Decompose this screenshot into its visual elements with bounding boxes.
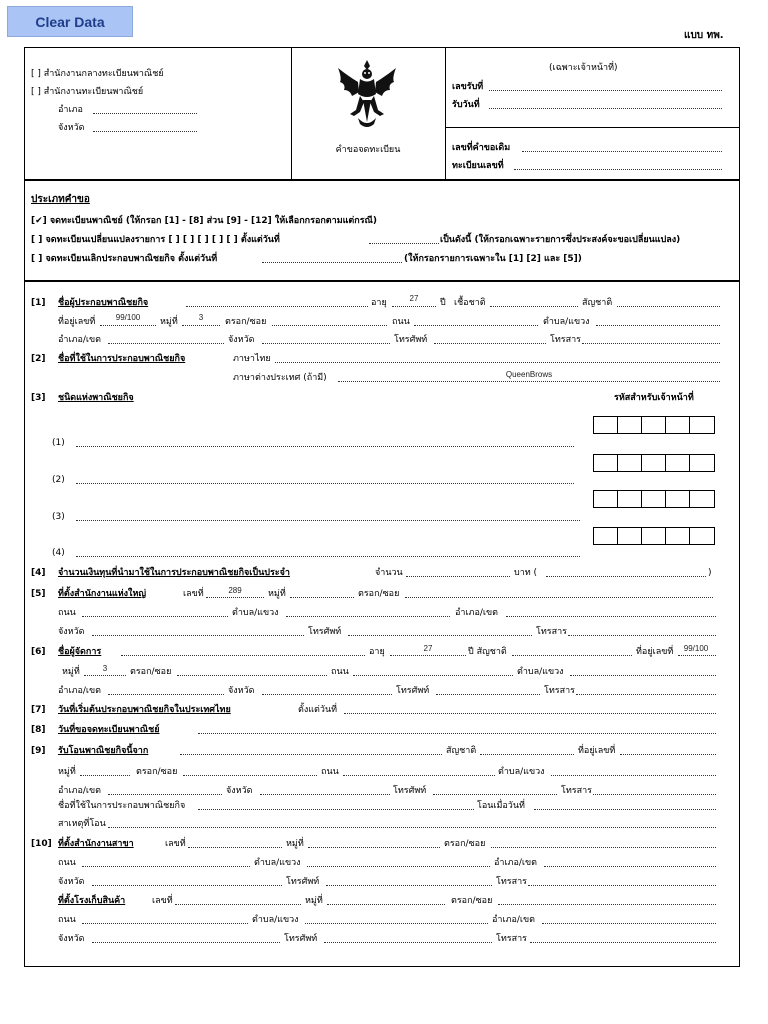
section-6-number: [6] (31, 647, 46, 657)
amphoe-field[interactable] (108, 334, 224, 344)
soi-label: ตรอก/ซอย (225, 317, 267, 327)
transferor-moo-label: หมู่ที่ (58, 767, 76, 777)
changwat-field[interactable] (93, 122, 197, 132)
manager-soi-label: ตรอก/ซอย (130, 667, 172, 677)
section-7-number: [7] (31, 705, 46, 715)
transfer-date-label: โอนเมื่อวันที่ (477, 801, 525, 811)
manager-address-value: 99/100 (683, 644, 709, 653)
citizenship-field[interactable] (617, 297, 720, 307)
transferor-road-label: ถนน (321, 767, 339, 777)
receipt-date-field[interactable] (489, 99, 722, 109)
age-label: อายุ (371, 298, 387, 308)
section-7-title: วันที่เริ่มต้นประกอบพาณิชยกิจในประเทศไทย (58, 705, 231, 715)
request-type-box (24, 180, 740, 281)
start-date-label: ตั้งแต่วันที่ (298, 705, 338, 715)
branch-soi-label: ตรอก/ซอย (444, 839, 486, 849)
transferor-tambon-label: ตำบล/แขวง (498, 767, 545, 777)
start-date-field[interactable] (344, 704, 716, 714)
nationality-field[interactable] (490, 297, 578, 307)
business-type-4-field[interactable] (76, 547, 580, 557)
manager-tambon-field[interactable] (570, 666, 716, 676)
section-9-title: รับโอนพาณิชยกิจนี้จาก (58, 746, 149, 756)
manager-age-value: 27 (423, 644, 433, 653)
transfer-date-field[interactable] (534, 800, 716, 810)
branch-road-field[interactable] (82, 857, 250, 867)
amount-field[interactable] (406, 567, 510, 577)
business-type-3-field[interactable] (76, 511, 580, 521)
branch-changwat-field[interactable] (92, 876, 282, 886)
officer-code-4[interactable] (593, 527, 715, 545)
head-office-amphoe-label: อำเภอ/เขต (455, 608, 498, 618)
warehouse-fax-label: โทรสาร (496, 934, 527, 944)
branch-moo-label: หมู่ที่ (286, 839, 304, 849)
manager-name-field[interactable] (121, 646, 365, 656)
transferor-road-field[interactable] (343, 766, 495, 776)
citizenship-label: สัญชาติ (582, 298, 613, 308)
branch-number-label: เลขที่ (165, 839, 186, 849)
manager-address-label: ที่อยู่เลขที่ (636, 647, 674, 657)
business-type-4-label: (4) (52, 548, 65, 558)
branch-amphoe-label: อำเภอ/เขต (494, 858, 537, 868)
manager-age-label: อายุ (369, 647, 385, 657)
tambon-label: ตำบล/แขวง (543, 317, 590, 327)
warehouse-fax-field[interactable] (530, 933, 716, 943)
old-request-number-label: เลขที่คำขอเดิม (452, 143, 511, 153)
section-8-title: วันที่ขอจดทะเบียนพาณิชย์ (58, 725, 160, 735)
warehouse-tambon-field[interactable] (305, 914, 488, 924)
section-1-title: ชื่อผู้ประกอบพาณิชยกิจ (58, 298, 149, 308)
head-office-fax-field[interactable] (568, 626, 716, 636)
head-office-fax-label: โทรสาร (536, 627, 567, 637)
warehouse-number-label: เลขที่ (152, 896, 173, 906)
address-number-value: 99/100 (115, 313, 141, 322)
transferor-address-field[interactable] (620, 745, 716, 755)
head-office-phone-field[interactable] (348, 626, 532, 636)
branch-road-label: ถนน (58, 858, 76, 868)
nationality-label: เชื้อชาติ (454, 298, 486, 308)
owner-name-field[interactable] (186, 297, 368, 307)
request-type-register-option[interactable]: [✔] จดทะเบียนพาณิชย์ (ให้กรอก [1] - [8] ส่วน [9] - [12] ให้เลือกกรอกตามแต่กรณี) (31, 216, 378, 226)
receipt-number-label: เลขรับที่ (452, 82, 484, 92)
warehouse-amphoe-field[interactable] (542, 914, 716, 924)
manager-phone-label: โทรศัพท์ (396, 686, 430, 696)
age-value: 27 (409, 294, 419, 303)
head-office-soi-label: ตรอก/ซอย (358, 589, 400, 599)
foreign-name-label: ภาษาต่างประเทศ (ถ้ามี) (233, 373, 327, 383)
phone-field[interactable] (434, 334, 546, 344)
head-office-road-field[interactable] (82, 607, 228, 617)
receipt-date-label: รับวันที่ (452, 100, 480, 110)
warehouse-changwat-field[interactable] (92, 933, 280, 943)
manager-phone-field[interactable] (436, 685, 540, 695)
manager-amphoe-label: อำเภอ/เขต (58, 686, 101, 696)
registration-number-field[interactable] (514, 160, 722, 170)
registration-number-label: ทะเบียนเลขที่ (452, 161, 504, 171)
changwat-label: จังหวัด (228, 335, 255, 345)
request-type-title: ประเภทคำขอ (31, 194, 90, 205)
manager-fax-field[interactable] (576, 685, 716, 695)
branch-fax-label: โทรสาร (496, 877, 527, 887)
warehouse-moo-label: หมู่ที่ (305, 896, 323, 906)
business-type-1-label: (1) (52, 438, 65, 448)
request-type-cancel-option[interactable]: [ ] จดทะเบียนเลิกประกอบพาณิชยกิจ ตั้งแต่วันที่ (31, 254, 218, 264)
business-type-3-label: (3) (52, 512, 65, 522)
amount-text-field[interactable] (546, 567, 706, 577)
transferor-citizenship-label: สัญชาติ (446, 746, 477, 756)
branch-fax-field[interactable] (528, 876, 716, 886)
warehouse-soi-label: ตรอก/ซอย (451, 896, 493, 906)
moo-label: หมู่ที่ (160, 317, 178, 327)
manager-soi-field[interactable] (177, 666, 327, 676)
transferor-amphoe-label: อำเภอ/เขต (58, 786, 101, 796)
transferor-amphoe-field[interactable] (108, 785, 222, 795)
section-5-title: ที่ตั้งสำนักงานแห่งใหญ่ (58, 589, 147, 599)
fax-label: โทรสาร (550, 335, 581, 345)
transferor-fax-label: โทรสาร (561, 786, 592, 796)
moo-value: 3 (198, 313, 204, 322)
section-3-title: ชนิดแห่งพาณิชยกิจ (58, 393, 134, 403)
manager-citizenship-field[interactable] (512, 646, 632, 656)
transferor-business-name-label: ชื่อที่ใช้ในการประกอบพาณิชยกิจ (58, 801, 186, 811)
head-office-number-label: เลขที่ (183, 589, 204, 599)
change-date-field[interactable] (369, 234, 439, 244)
section-1-number: [1] (31, 298, 46, 308)
branch-changwat-label: จังหวัด (58, 877, 85, 887)
close-paren: ) (708, 568, 712, 578)
warehouse-phone-field[interactable] (324, 933, 492, 943)
amount-label: จำนวน (375, 568, 403, 578)
manager-citizenship-label: ปี สัญชาติ (468, 647, 507, 657)
warehouse-changwat-label: จังหวัด (58, 934, 85, 944)
branch-tambon-field[interactable] (307, 857, 490, 867)
manager-changwat-field[interactable] (262, 685, 392, 695)
cancel-date-field[interactable] (262, 253, 402, 263)
manager-tambon-label: ตำบล/แขวง (517, 667, 564, 677)
foreign-name-value: QueenBrows (505, 370, 553, 379)
baht-label: บาท ( (514, 568, 538, 578)
tambon-field[interactable] (596, 316, 720, 326)
address-number-label: ที่อยู่เลขที่ (58, 317, 96, 327)
transfer-reason-label: สาเหตุที่โอน (58, 819, 106, 829)
warehouse-phone-label: โทรศัพท์ (284, 934, 318, 944)
changwat-field[interactable] (262, 334, 390, 344)
transferor-phone-label: โทรศัพท์ (393, 786, 427, 796)
transferor-phone-field[interactable] (433, 785, 557, 795)
manager-amphoe-field[interactable] (108, 685, 224, 695)
cancel-note: (ให้กรอกรายการเฉพาะใน [1] [2] และ [5]) (404, 254, 582, 264)
clear-data-button[interactable]: Clear Data (7, 6, 133, 37)
changwat-label: จังหวัด (58, 123, 85, 133)
fax-field[interactable] (582, 334, 720, 344)
section-8-number: [8] (31, 725, 46, 735)
officer-code-3[interactable] (593, 490, 715, 508)
head-office-changwat-field[interactable] (92, 626, 304, 636)
request-type-change-option[interactable]: [ ] จดทะเบียนเปลี่ยนแปลงรายการ [ ] [ ] [ ] [ ] [ ] ตั้งแต่วันที่ (31, 235, 280, 245)
warehouse-road-field[interactable] (82, 914, 248, 924)
manager-moo-label: หมู่ที่ (62, 667, 80, 677)
transferor-tambon-field[interactable] (551, 766, 716, 776)
old-request-number-field[interactable] (522, 142, 722, 152)
section-3-number: [3] (31, 393, 46, 403)
road-field[interactable] (414, 316, 538, 326)
soi-field[interactable] (272, 316, 387, 326)
branch-soi-field[interactable] (491, 838, 716, 848)
branch-phone-field[interactable] (326, 876, 492, 886)
warehouse-road-label: ถนน (58, 915, 76, 925)
head-office-soi-field[interactable] (405, 588, 713, 598)
head-office-amphoe-field[interactable] (506, 607, 716, 617)
phone-label: โทรศัพท์ (394, 335, 428, 345)
warehouse-soi-field[interactable] (498, 895, 716, 905)
manager-road-label: ถนน (331, 667, 349, 677)
section-5-number: [5] (31, 589, 46, 599)
branch-tambon-label: ตำบล/แขวง (254, 858, 301, 868)
transferor-soi-field[interactable] (183, 766, 317, 776)
register-date-field[interactable] (198, 724, 716, 734)
transferor-changwat-field[interactable] (260, 785, 390, 795)
branch-number-field[interactable] (188, 838, 282, 848)
transferor-business-name-field[interactable] (198, 800, 474, 810)
amphoe-label: อำเภอ (58, 105, 83, 115)
warehouse-tambon-label: ตำบล/แขวง (252, 915, 299, 925)
section-2-title: ชื่อที่ใช้ในการประกอบพาณิชยกิจ (58, 354, 186, 364)
manager-changwat-label: จังหวัด (228, 686, 255, 696)
receipt-number-field[interactable] (489, 81, 722, 91)
officer-code-label: รหัสสำหรับเจ้าหน้าที่ (614, 393, 694, 403)
business-type-1-field[interactable] (76, 437, 574, 447)
year-label: ปี (440, 298, 446, 308)
section-6-title: ชื่อผู้จัดการ (58, 647, 102, 657)
head-office-road-label: ถนน (58, 608, 76, 618)
head-office-changwat-label: จังหวัด (58, 627, 85, 637)
business-type-2-field[interactable] (76, 474, 574, 484)
section-10-number: [10] (31, 839, 52, 849)
transfer-reason-field[interactable] (108, 818, 716, 828)
amphoe-label: อำเภอ/เขต (58, 335, 101, 345)
head-office-phone-label: โทรศัพท์ (308, 627, 342, 637)
transferor-name-field[interactable] (180, 745, 442, 755)
warehouse-amphoe-label: อำเภอ/เขต (492, 915, 535, 925)
form-title: คำขอจดทะเบียน (335, 145, 401, 155)
branch-moo-field[interactable] (308, 838, 440, 848)
road-label: ถนน (392, 317, 410, 327)
thai-name-field[interactable] (275, 353, 720, 363)
transferor-moo-field[interactable] (80, 766, 130, 776)
manager-moo-value: 3 (102, 664, 108, 673)
officer-code-1[interactable] (593, 416, 715, 434)
transferor-address-label: ที่อยู่เลขที่ (578, 746, 616, 756)
officer-only-label: (เฉพาะเจ้าหน้าที่) (549, 63, 618, 73)
section-4-title: จำนวนเงินทุนที่นำมาใช้ในการประกอบพาณิชยกิจเป็นประจำ (58, 568, 290, 578)
office-central-option[interactable]: [ ] สำนักงานกลางทะเบียนพาณิชย์ (31, 69, 164, 79)
amphoe-field[interactable] (93, 104, 197, 114)
transferor-changwat-label: จังหวัด (226, 786, 253, 796)
warehouse-title: ที่ตั้งโรงเก็บสินค้า (58, 896, 126, 906)
warehouse-moo-field[interactable] (327, 895, 445, 905)
transferor-fax-field[interactable] (593, 785, 716, 795)
garuda-emblem-icon (334, 58, 400, 132)
officer-code-2[interactable] (593, 454, 715, 472)
manager-fax-label: โทรสาร (544, 686, 575, 696)
thai-name-label: ภาษาไทย (233, 354, 271, 364)
business-type-2-label: (2) (52, 475, 65, 485)
branch-phone-label: โทรศัพท์ (286, 877, 320, 887)
branch-amphoe-field[interactable] (544, 857, 716, 867)
section-2-number: [2] (31, 354, 46, 364)
manager-road-field[interactable] (353, 666, 513, 676)
head-office-tambon-field[interactable] (286, 607, 450, 617)
office-registration-option[interactable]: [ ] สำนักงานทะเบียนพาณิชย์ (31, 87, 144, 97)
head-office-moo-field[interactable] (290, 588, 354, 598)
section-9-number: [9] (31, 746, 46, 756)
transferor-soi-label: ตรอก/ซอย (136, 767, 178, 777)
form-code: แบบ ทพ. (684, 30, 724, 41)
head-office-tambon-label: ตำบล/แขวง (232, 608, 279, 618)
warehouse-number-field[interactable] (175, 895, 301, 905)
section-4-number: [4] (31, 568, 46, 578)
change-note: เป็นดังนี้ (ให้กรอกเฉพาะรายการซึ่งประสงค์จะขอเปลี่ยนแปลง) (440, 235, 681, 245)
transferor-citizenship-field[interactable] (480, 745, 574, 755)
head-office-moo-label: หมู่ที่ (268, 589, 286, 599)
head-office-number-value: 289 (228, 586, 242, 595)
section-10-title: ที่ตั้งสำนักงานสาขา (58, 839, 134, 849)
